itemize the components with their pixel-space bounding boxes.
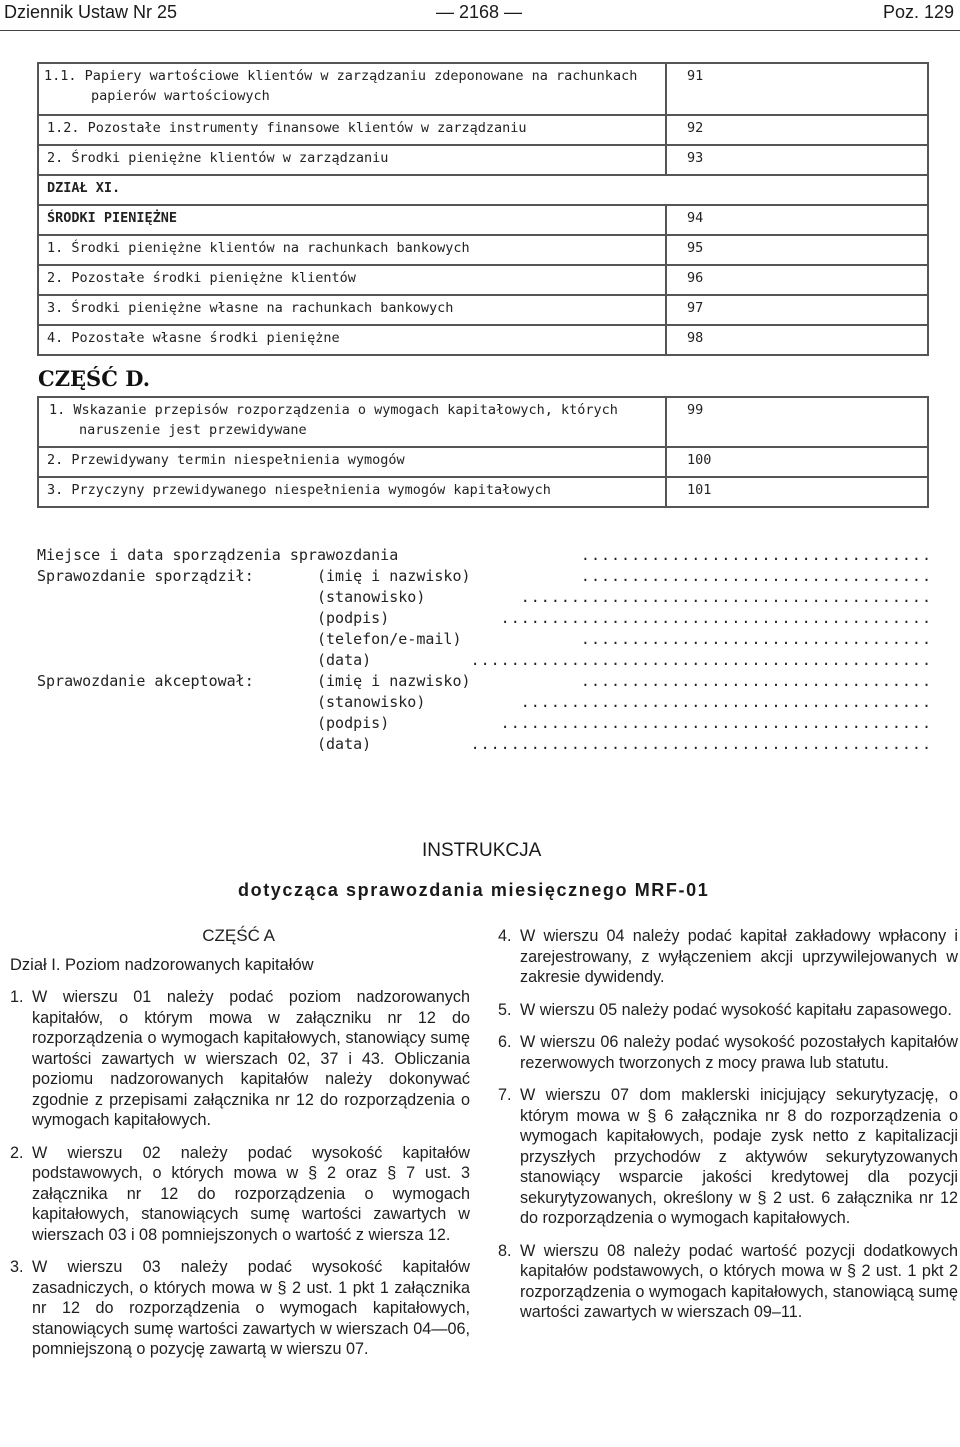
signature-field-label: (podpis) [317,714,390,732]
row-number: 95 [666,235,928,265]
list-item [10,1143,470,1246]
report-table-top [37,62,929,356]
row-label: 1.1. Papiery wartościowe klientów w zarządzaniu zdeponowane na rachunkach papierów wartościowych [38,63,666,115]
signature-row [37,587,932,608]
list-item [498,1000,958,1021]
signature-field-label: (imię i nazwisko) [317,567,471,585]
signature-row [37,650,932,671]
fill-in-line[interactable]: .............................................. [470,735,932,753]
section-heading: DZIAŁ XI. [38,175,928,205]
table-row [38,235,928,265]
signature-row [37,566,932,587]
fill-in-line[interactable]: ................................... [580,630,932,648]
table-row [38,205,928,235]
row-number: 93 [666,145,928,175]
list-item [498,1085,958,1229]
table-row [38,325,928,355]
row-label: 1. Środki pieniężne klientów na rachunkach bankowych [38,235,666,265]
item-text: W wierszu 03 należy podać wysokość kapitałów zasadniczych, o których mowa w § 2 ust. 1 pkt 1 załącznika nr 12 do rozporządzenia o wymogach kapitałowych, stanowiących sumę wartości zawartych w wierszach 04—06, pomniejszoną o pozycję zawartą w wierszu 07. [32,1258,470,1358]
signature-field-label: (stanowisko) [317,693,426,711]
item-text: W wierszu 06 należy podać wysokość pozostałych kapitałów rezerwowych tworzonych z mocy prawa lub statutu. [520,1033,958,1072]
header-rule [0,30,960,31]
item-number: 2. [10,1143,24,1162]
fill-in-line[interactable]: ........................................... [500,609,932,627]
signature-field-label: (telefon/e-mail) [317,630,462,648]
signature-block [37,545,932,755]
row-number: 97 [666,295,928,325]
table-row [38,175,928,205]
signature-field-label: (stanowisko) [317,588,426,606]
signature-row [37,545,932,566]
row-label: 1. Wskazanie przepisów rozporządzenia o wymogach kapitałowych, których naruszenie jest przewidywane [38,397,666,447]
table-row [38,397,928,447]
fill-in-line[interactable]: ................................... [580,546,932,564]
signature-label: Sprawozdanie sporządził: [37,567,254,585]
table-row [38,63,928,115]
item-number: 6. [498,1033,512,1051]
item-text: W wierszu 07 dom maklerski inicjujący sekurytyzację, o którym mowa w § 6 załącznika nr 8 do rozporządzenia o wymogach kapitałowych, podaje zysk netto z kapitalizacji przyszłych przychodów z aktywów sekurytyzowanych stanowiący wsparcie jakości kredytowej dla pozycji sekurytyzowanych, określony w § 2 ust. 6 załącznika nr 12 do rozporządzenia o wymogach kapitałowych. [520,1086,958,1227]
item-text: W wierszu 04 należy podać kapitał zakładowy wpłacony i zarejestrowany, z wyłączeniem akcji uprzywilejowanych w zakresie dywidendy. [520,927,958,986]
item-number: 1. [10,988,24,1006]
signature-label: Sprawozdanie akceptował: [37,672,254,690]
signature-field-label: (imię i nazwisko) [317,672,471,690]
instruction-title: INSTRUKCJA [422,840,542,861]
page-number: — 2168 — [436,2,523,22]
row-label: 3. Środki pieniężne własne na rachunkach bankowych [38,295,666,325]
fill-in-line[interactable]: ................................... [580,567,932,585]
page-header [0,0,960,28]
table-row [38,115,928,145]
signature-field-label: (podpis) [317,609,390,627]
row-label: 1.2. Pozostałe instrumenty finansowe klientów w zarządzaniu [38,115,666,145]
table-row [38,295,928,325]
list-item [498,1241,958,1323]
fill-in-line[interactable]: ......................................... [520,693,932,711]
row-label: ŚRODKI PIENIĘŻNE [38,205,666,235]
item-text: W wierszu 02 należy podać wysokość kapitałów podstawowych, o których mowa w § 2 oraz § 7 ust. 3 załącznika nr 12 do rozporządzenia o wymogach kapitałowych, stanowiących sumę wartości zawartych w wierszach 03 i 08 pomniejszonych o wartość z wiersza 12. [32,1143,470,1244]
row-number: 101 [666,477,928,507]
journal-name: Dziennik Ustaw Nr 25 [4,2,178,22]
table-row [38,145,928,175]
list-item [498,1032,958,1073]
instruction-right-column [498,926,958,1335]
instruction-left-column [10,926,470,1372]
row-number: 100 [666,447,928,477]
row-number: 94 [666,205,928,235]
section-heading: Dział I. Poziom nadzorowanych kapitałów [10,955,314,974]
instruction-subtitle: dotycząca sprawozdania miesięcznego MRF-01 [238,880,710,900]
signature-row [37,692,932,713]
part-a-heading: CZĘŚĆ A [202,926,275,945]
table-row [38,477,928,507]
row-label: 4. Pozostałe własne środki pieniężne [38,325,666,355]
signature-row [37,608,932,629]
table-row [38,447,928,477]
fill-in-line[interactable]: ......................................... [520,588,932,606]
item-text: W wierszu 01 należy podać poziom nadzorowanych kapitałów, o którym mowa w załączniku nr 12 do rozporządzenia o wymogach kapitałowych, stanowiący sumę wartości zawartych w wierszach 02, 37 i 43. Obliczania poziomu nadzorowanych kapitałów należy dokonywać zgodnie z przepisami załącznika nr 12 do rozporządzenia o wymogach kapitałowych. [32,988,470,1129]
row-label: 2. Przewidywany termin niespełnienia wymogów [38,447,666,477]
item-number: 3. [10,1258,24,1276]
item-number: 4. [498,927,512,945]
fill-in-line[interactable]: ................................... [580,672,932,690]
list-item [10,1257,470,1360]
item-text: W wierszu 08 należy podać wartość pozycji dodatkowych kapitałów podstawowych, o których mowa w § 2 ust. 1 pkt 2 rozporządzenia o wymogach kapitałowych, stanowiącą sumę wartości zawartych w wierszach 09–11. [520,1241,958,1321]
item-text: W wierszu 05 należy podać wysokość kapitału zapasowego. [520,1000,952,1019]
row-label: 2. Środki pieniężne klientów w zarządzaniu [38,145,666,175]
row-label: 2. Pozostałe środki pieniężne klientów [38,265,666,295]
signature-row [37,713,932,734]
list-item [10,987,470,1131]
position-number: Poz. 129 [882,2,954,22]
row-number: 96 [666,265,928,295]
signature-row [37,671,932,692]
fill-in-line[interactable]: .............................................. [470,651,932,669]
signature-label: Miejsce i data sporządzenia sprawozdania [37,546,399,564]
table-row [38,265,928,295]
signature-row [37,734,932,755]
report-table-part-d [37,396,929,508]
item-number: 7. [498,1086,512,1104]
item-number: 8. [498,1241,512,1260]
row-number: 91 [666,63,928,115]
row-label: 3. Przyczyny przewidywanego niespełnienia wymogów kapitałowych [38,477,666,507]
row-number: 92 [666,115,928,145]
part-d-title: CZĘŚĆ D. [38,366,151,391]
list-item [498,926,958,988]
signature-row [37,629,932,650]
fill-in-line[interactable]: ........................................... [500,714,932,732]
item-number: 5. [498,1000,512,1019]
row-number: 98 [666,325,928,355]
row-number: 99 [666,397,928,447]
signature-field-label: (data) [317,735,372,753]
signature-field-label: (data) [317,651,372,669]
